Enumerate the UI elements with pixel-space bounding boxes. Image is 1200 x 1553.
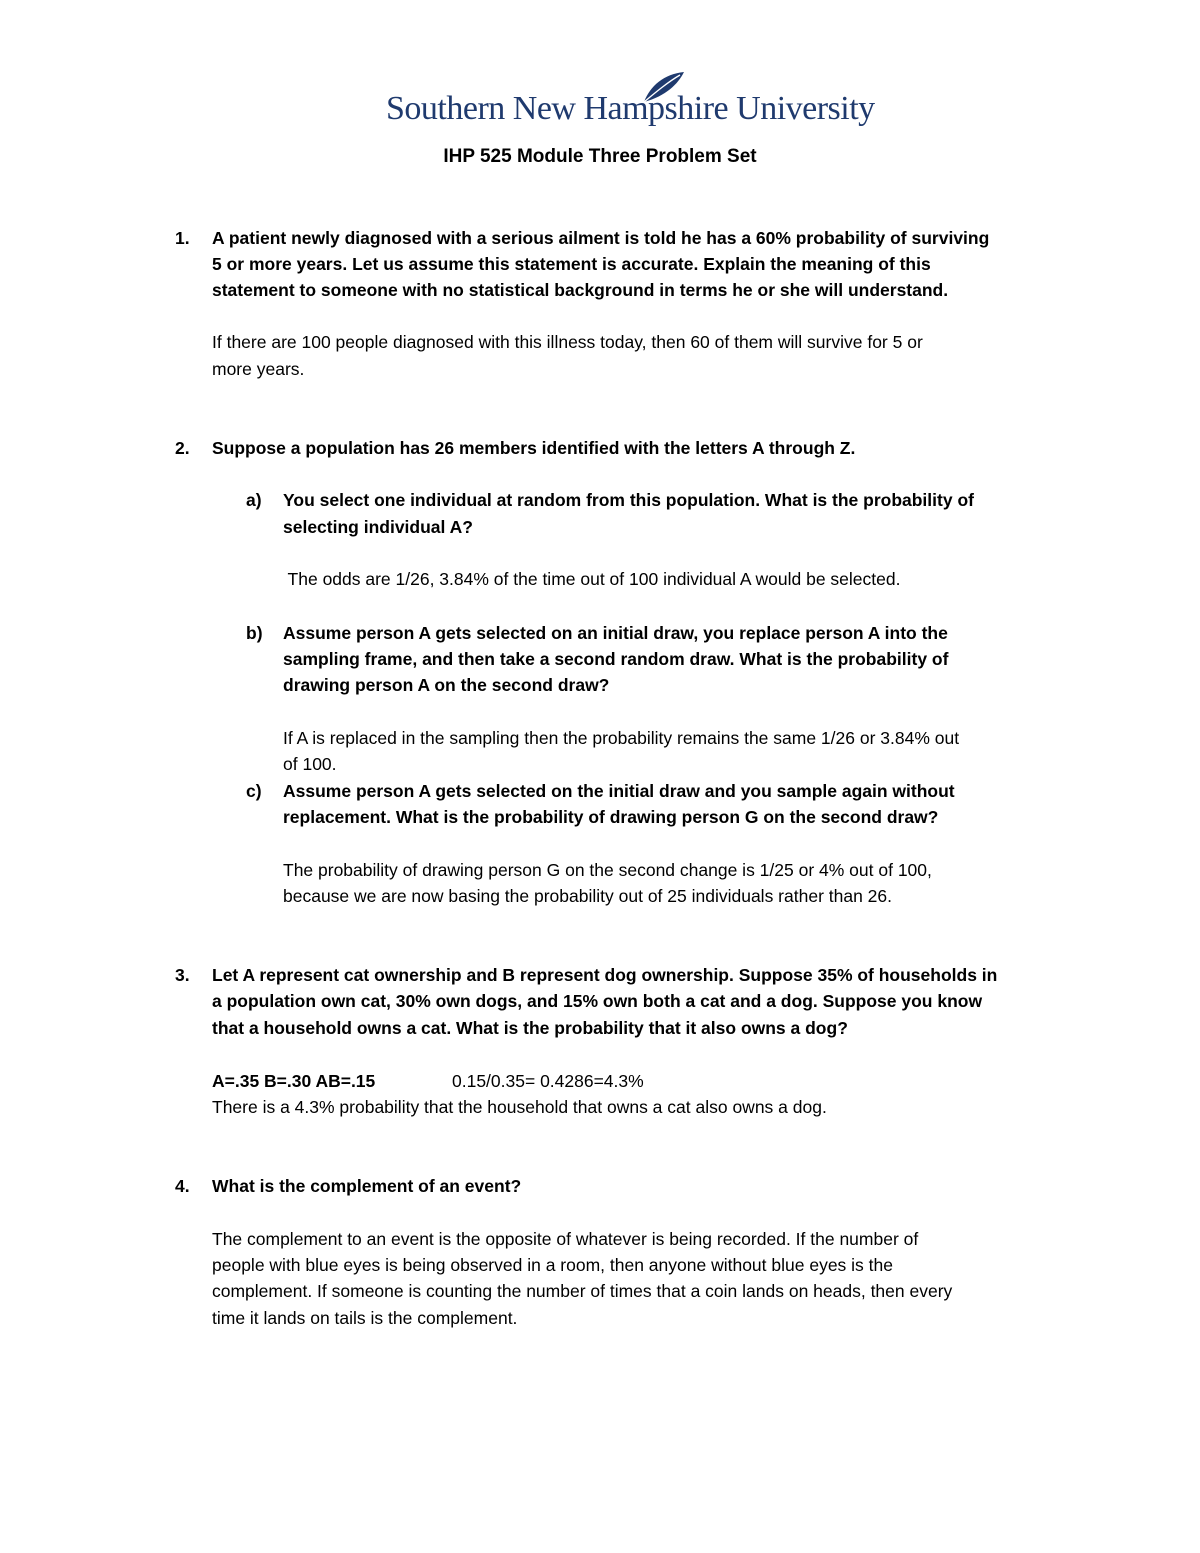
question-2a-label: a) bbox=[246, 490, 262, 510]
answer-2c-line-2: because we are now basing the probability out of 25 individuals rather than 26. bbox=[283, 886, 893, 906]
answer-3-given: A=.35 B=.30 AB=.15 bbox=[212, 1071, 376, 1091]
question-2-number: 2. bbox=[175, 438, 190, 458]
question-3-line-2: a population own cat, 30% own dogs, and 15% own both a cat and a dog. Suppose you know bbox=[212, 991, 983, 1011]
answer-2a: The odds are 1/26, 3.84% of the time out of 100 individual A would be selected. bbox=[283, 569, 901, 589]
question-3-number: 3. bbox=[175, 965, 190, 985]
answer-1-line-2: more years. bbox=[212, 359, 305, 379]
answer-2b-line-2: of 100. bbox=[283, 754, 337, 774]
answer-4-line-3: complement. If someone is counting the number of times that a coin lands on heads, then every bbox=[212, 1281, 953, 1301]
question-3-line-3: that a household owns a cat. What is the probability that it also owns a dog? bbox=[212, 1018, 848, 1038]
logo-text: Southern New Hampshire University bbox=[386, 90, 875, 127]
question-1-line-3: statement to someone with no statistical background in terms he or she will understand. bbox=[212, 280, 949, 300]
page-title: IHP 525 Module Three Problem Set bbox=[443, 146, 757, 167]
question-1-number: 1. bbox=[175, 228, 190, 248]
answer-2b-line-1: If A is replaced in the sampling then the probability remains the same 1/26 or 3.84% out bbox=[283, 728, 960, 748]
question-2-text: Suppose a population has 26 members identified with the letters A through Z. bbox=[212, 438, 856, 458]
question-1-line-1: A patient newly diagnosed with a serious ailment is told he has a 60% probability of surviving bbox=[212, 228, 990, 248]
answer-4-line-4: time it lands on tails is the complement. bbox=[212, 1308, 518, 1328]
question-1-line-2: 5 or more years. Let us assume this statement is accurate. Explain the meaning of this bbox=[212, 254, 931, 274]
question-2c-label: c) bbox=[246, 781, 262, 801]
question-4-number: 4. bbox=[175, 1176, 190, 1196]
question-2a-line-1: You select one individual at random from this population. What is the probability of bbox=[283, 490, 974, 510]
answer-3-text: There is a 4.3% probability that the household that owns a cat also owns a dog. bbox=[212, 1097, 827, 1117]
question-2b-line-3: drawing person A on the second draw? bbox=[283, 675, 610, 695]
question-2b-line-2: sampling frame, and then take a second random draw. What is the probability of bbox=[283, 649, 949, 669]
question-2b-line-1: Assume person A gets selected on an initial draw, you replace person A into the bbox=[283, 623, 948, 643]
answer-3-calculation: 0.15/0.35= 0.4286=4.3% bbox=[452, 1071, 644, 1091]
question-2c-line-2: replacement. What is the probability of drawing person G on the second draw? bbox=[283, 807, 939, 827]
answer-2c-line-1: The probability of drawing person G on the second change is 1/25 or 4% out of 100, bbox=[283, 860, 932, 880]
question-2c-line-1: Assume person A gets selected on the initial draw and you sample again without bbox=[283, 781, 955, 801]
question-3-line-1: Let A represent cat ownership and B represent dog ownership. Suppose 35% of households in bbox=[212, 965, 998, 985]
question-4-text: What is the complement of an event? bbox=[212, 1176, 522, 1196]
answer-4-line-1: The complement to an event is the opposite of whatever is being recorded. If the number of bbox=[212, 1229, 919, 1249]
university-logo bbox=[386, 70, 875, 136]
question-2a-line-2: selecting individual A? bbox=[283, 517, 473, 537]
answer-4-line-2: people with blue eyes is being observed in a room, then anyone without blue eyes is the bbox=[212, 1255, 893, 1275]
question-2b-label: b) bbox=[246, 623, 263, 643]
answer-1-line-1: If there are 100 people diagnosed with this illness today, then 60 of them will survive for 5 or bbox=[212, 332, 923, 352]
